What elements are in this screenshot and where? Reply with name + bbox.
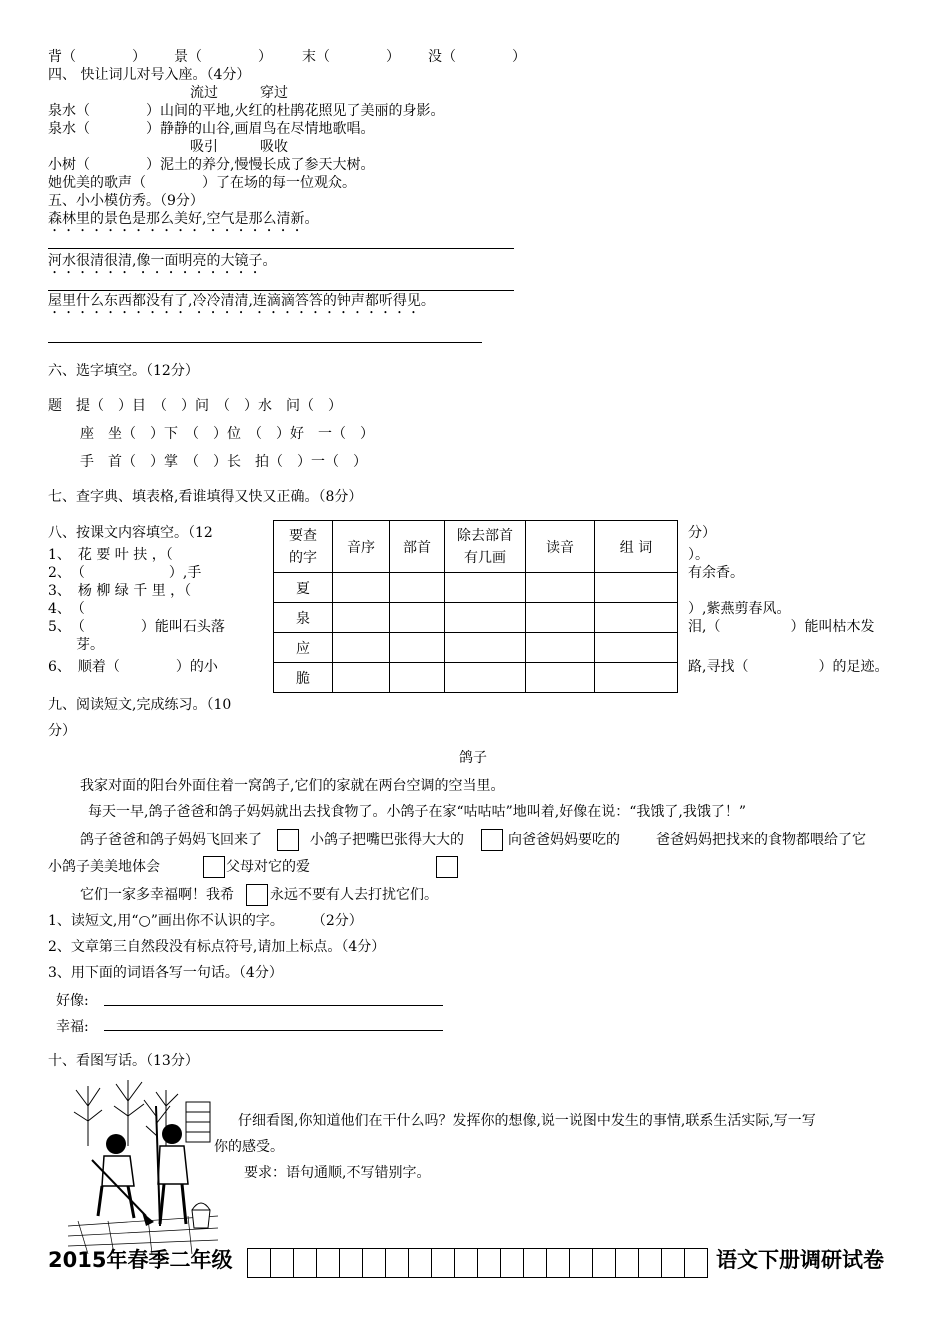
question-1: 1、读短文,用“○”画出你不认识的字。 （2分）	[48, 913, 363, 929]
s8-title-a: 八、按课文内容填空。（12	[48, 525, 213, 541]
punct-box-3[interactable]	[203, 856, 225, 878]
top-line-4: 没（ ）	[428, 49, 526, 65]
row-char: 脆	[274, 663, 333, 693]
s8-l4-a: 4、 （	[48, 601, 85, 617]
cell[interactable]	[445, 663, 526, 693]
cell[interactable]	[595, 573, 678, 603]
s5-answer-line-3[interactable]	[48, 342, 482, 343]
cell[interactable]	[595, 633, 678, 663]
s8-l2-a: 2、 （ ）,手	[48, 565, 202, 581]
th-char: 要查 的字	[274, 521, 333, 573]
s8-title-b: 分）	[688, 525, 716, 541]
s5-example1: 森林里的景色是那么美好,空气是那么清新。	[48, 211, 319, 227]
s8-l6-a: 6、 顺着（ ）的小	[48, 659, 218, 675]
s10-text-1: 仔细看图,你知道他们在干什么吗？发挥你的想像,说一说图中发生的事情,联系生活实际,写一写	[238, 1113, 816, 1129]
s7-title: 七、查字典、填表格,看谁填得又快又正确。（8分）	[48, 489, 363, 505]
s4-words2: 吸引 吸收	[190, 139, 288, 155]
s9-title-a: 九、阅读短文,完成练习。（10	[48, 697, 232, 713]
story-p3-c: 向爸爸妈妈要吃的	[508, 832, 620, 848]
cell[interactable]	[445, 573, 526, 603]
cell[interactable]	[390, 633, 445, 663]
footer-right: 语文下册调研试卷	[716, 1248, 884, 1272]
s10-title: 十、看图写话。（13分）	[48, 1053, 199, 1069]
s5-example2: 河水很清很清,像一面明亮的大镜子。	[48, 253, 277, 269]
th-duyin: 读音	[526, 521, 595, 573]
cell[interactable]	[390, 603, 445, 633]
story-p1: 我家对面的阳台外面住着一窝鸽子,它们的家就在两台空调的空当里。	[80, 778, 505, 794]
sentence-line-2[interactable]	[104, 1030, 443, 1031]
story-p2: 每天一早,鸽子爸爸和鸽子妈妈就出去找食物了。小鸽子在家“咕咕咕”地叫着,好像在说：“我饿了,我饿了！”	[88, 804, 746, 820]
s6-title: 六、选字填空。（12分）	[48, 363, 199, 379]
cell[interactable]	[333, 663, 390, 693]
s5-title: 五、小小模仿秀。（9分）	[48, 193, 204, 209]
cell[interactable]	[390, 573, 445, 603]
question-2: 2、文章第三自然段没有标点符号,请加上标点。（4分）	[48, 939, 386, 955]
cell[interactable]	[390, 663, 445, 693]
s8-l2-b: 有余香。	[688, 565, 744, 581]
cell[interactable]	[526, 603, 595, 633]
story-p3-a: 鸽子爸爸和鸽子妈妈飞回来了	[80, 832, 262, 848]
s4-line1: 泉水（ ）山间的平地,火红的杜鹃花照见了美丽的身影。	[48, 103, 445, 119]
writing-grid[interactable]	[248, 1248, 708, 1278]
s10-text-2: 你的感受。	[214, 1139, 284, 1155]
s8-l5-a: 5、 （ ）能叫石头落	[48, 619, 225, 635]
s4-words1: 流过 穿过	[190, 85, 288, 101]
word-xingfu: 幸福:	[56, 1019, 89, 1035]
story-p3-b: 小鸽子把嘴巴张得大大的	[310, 832, 464, 848]
top-line-3: 末（ ）	[302, 49, 400, 65]
s8-l4-b: ）,紫燕剪春风。	[688, 601, 791, 617]
s4-line4: 她优美的歌声（ ）了在场的每一位观众。	[48, 175, 356, 191]
s5-answer-line-2[interactable]	[48, 290, 514, 291]
cell[interactable]	[526, 633, 595, 663]
question-3: 3、用下面的词语各写一句话。（4分）	[48, 965, 283, 981]
s8-l5-a2: 芽。	[76, 637, 104, 653]
s4-line2: 泉水（ ）静静的山谷,画眉鸟在尽情地歌唱。	[48, 121, 375, 137]
children-planting-tree-illustration	[68, 1076, 218, 1254]
punct-box-5[interactable]	[246, 884, 268, 906]
story-p3-e: 小鸽子美美地体会	[48, 859, 160, 875]
cell[interactable]	[333, 573, 390, 603]
s4-title: 四、 快让词儿对号入座。（4分）	[48, 67, 251, 83]
cell[interactable]	[526, 573, 595, 603]
cell[interactable]	[333, 603, 390, 633]
cell[interactable]	[526, 663, 595, 693]
row-char: 应	[274, 633, 333, 663]
story-title: 鸽子	[459, 750, 487, 766]
s6-row1: 题 提（ ）目 （ ）问 （ ）水 问（ ）	[48, 398, 342, 414]
s10-requirement: 要求：语句通顺,不写错别字。	[244, 1165, 431, 1181]
th-bushou: 部首	[390, 521, 445, 573]
s8-l1-a: 1、 花 要 叶 扶 ，（	[48, 547, 173, 563]
cell[interactable]	[595, 603, 678, 633]
s8-l6-b: 路,寻找（ ）的足迹。	[688, 659, 889, 675]
story-p3-f: 父母对它的爱	[226, 859, 310, 875]
sentence-line-1[interactable]	[104, 1005, 443, 1006]
th-yinxu: 音序	[333, 521, 390, 573]
story-p3-d: 爸爸妈妈把找来的食物都喂给了它	[656, 832, 866, 848]
s8-l5-b: 泪,（ ）能叫枯木发	[688, 619, 875, 635]
top-line-2: 景（ ）	[174, 49, 272, 65]
s6-row3: 手 首（ ）掌 （ ）长 拍（ ）一（ ）	[80, 454, 367, 470]
punct-box-2[interactable]	[481, 829, 503, 851]
th-strokes: 除去部首 有几画	[445, 521, 526, 573]
row-char: 夏	[274, 573, 333, 603]
s6-row2: 座 坐（ ）下 （ ）位 （ ）好 一（ ）	[80, 426, 374, 442]
cell[interactable]	[445, 633, 526, 663]
cell[interactable]	[595, 663, 678, 693]
top-line-1: 背（ ）	[48, 49, 146, 65]
s5-answer-line-1[interactable]	[48, 248, 514, 249]
th-zuci: 组 词	[595, 521, 678, 573]
s8-l3-a: 3、 杨 柳 绿 千 里 ，（	[48, 583, 192, 599]
s8-l1-b: ）。	[688, 547, 709, 563]
punct-box-1[interactable]	[277, 829, 299, 851]
footer-left: 2015年春季二年级	[48, 1248, 233, 1272]
story-p4-b: 永远不要有人去打扰它们。	[270, 887, 438, 903]
punct-box-4[interactable]	[436, 856, 458, 878]
row-char: 泉	[274, 603, 333, 633]
s5-example3: 屋里什么东西都没有了,冷冷清清,连滴滴答答的钟声都听得见。	[48, 293, 435, 309]
s9-title-b: 分）	[48, 723, 76, 739]
cell[interactable]	[445, 603, 526, 633]
s4-line3: 小树（ ）泥土的养分,慢慢长成了参天大树。	[48, 157, 375, 173]
story-p4-a: 它们一家多幸福啊！我希	[80, 887, 234, 903]
dictionary-table	[273, 520, 678, 693]
cell[interactable]	[333, 633, 390, 663]
word-haoxiang: 好像:	[56, 993, 89, 1009]
